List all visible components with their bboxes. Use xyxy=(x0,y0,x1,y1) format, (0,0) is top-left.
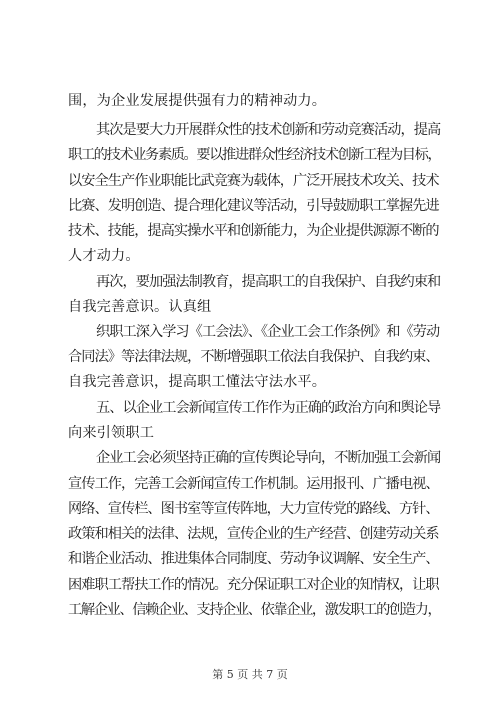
text-line-5: 比赛、发明创造、提合理化建议等活动，引导鼓励职工掌握先进 xyxy=(68,198,439,214)
text-line-11: 合同法》等法律法规，不断增强职工依法自我保护、自我约束、 xyxy=(68,349,439,365)
text-line-17: 网络、宣传栏、图书室等宣传阵地，大力宣传党的路线、方针、 xyxy=(68,501,439,517)
text-line-18: 政策和相关的法律、法规，宣传企业的生产经营、创建劳动关系 xyxy=(68,526,439,542)
text-line-16: 宣传工作，完善工会新闻宣传工作机制。运用报刊、广播电视、 xyxy=(68,476,439,492)
text-line-12: 自我完善意识，提高职工懂法守法水平。 xyxy=(68,374,327,390)
text-line-2: 其次是要大力开展群众性的技术创新和劳动竞赛活动，提高 xyxy=(96,122,441,138)
text-line-1: 围，为企业发展提供强有力的精神动力。 xyxy=(68,93,327,109)
text-line-15: 企业工会必须坚持正确的宣传舆论导向，不断加强工会新闻 xyxy=(96,450,441,466)
text-line-9: 自我完善意识。认真组 xyxy=(68,299,212,315)
text-line-14: 向来引领职工 xyxy=(68,425,155,441)
text-line-4: 以安全生产作业职能比武竞赛为载体，广泛开展技术攻关、技术 xyxy=(68,173,439,189)
text-line-21: 工解企业、信赖企业、支持企业、依靠企业，激发职工的创造力， xyxy=(68,602,441,618)
text-line-3: 职工的技术业务素质。要以推进群众性经济技术创新工程为目标， xyxy=(68,147,441,163)
text-line-19: 和谐企业活动、推进集体合同制度、劳动争议调解、安全生产、 xyxy=(68,551,439,567)
page-footer: 第 5 页 共 7 页 xyxy=(212,668,288,681)
text-line-13: 五、以企业工会新闻宣传工作作为正确的政治方向和舆论导 xyxy=(96,400,441,416)
text-line-6: 技术、技能，提高实操水平和创新能力，为企业提供源源不断的 xyxy=(68,223,439,239)
text-line-10: 织职工深入学习《工会法》、《企业工会工作条例》和《劳动 xyxy=(96,324,440,340)
text-line-7: 人才动力。 xyxy=(68,248,140,264)
text-line-20: 困难职工帮扶工作的情况。充分保证职工对企业的知情权，让职 xyxy=(68,577,439,593)
text-line-8: 再次，要加强法制教育，提高职工的自我保护、自我约束和 xyxy=(96,274,441,290)
